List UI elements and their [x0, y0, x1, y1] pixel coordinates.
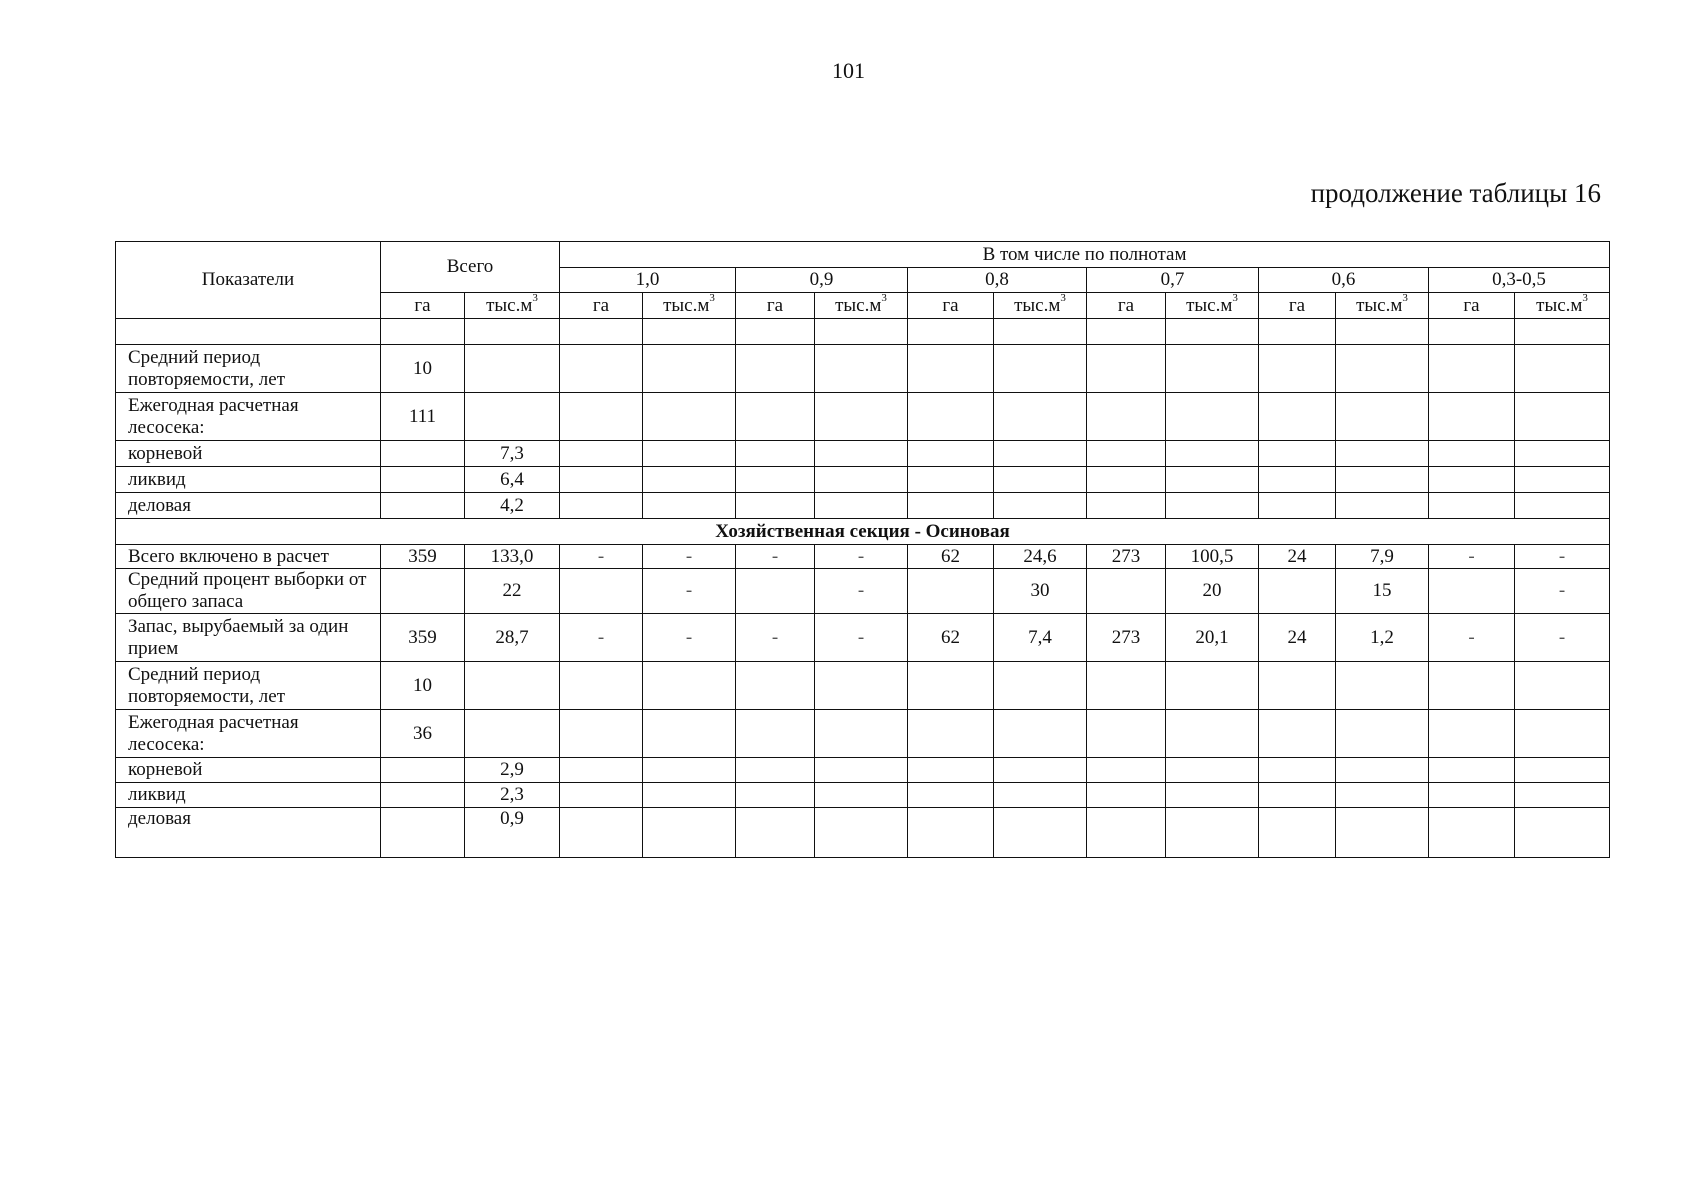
table-cell: [1259, 441, 1336, 467]
table-cell: [736, 758, 815, 783]
table-cell: [643, 441, 736, 467]
table-cell: [736, 467, 815, 493]
table-cell: [643, 662, 736, 710]
table-cell: [736, 569, 815, 614]
table-cell: [1515, 710, 1610, 758]
table-cell: [1515, 393, 1610, 441]
row-label: Ежегодная расчетная лесосека:: [116, 393, 381, 441]
page-number: 101: [832, 58, 865, 83]
unit-ha: га: [560, 293, 643, 319]
table-cell: [1515, 662, 1610, 710]
table-cell: [1087, 493, 1166, 519]
table-cell: [560, 493, 643, 519]
table-cell: 20: [1166, 569, 1259, 614]
unit-volume-base: тыс.м: [1536, 294, 1583, 316]
unit-volume-exponent: 3: [1582, 292, 1588, 305]
table-cell: [736, 319, 815, 345]
table-cell: [560, 345, 643, 393]
table-cell: [1166, 710, 1259, 758]
table-cell: 273: [1087, 614, 1166, 662]
table-cell: 1,2: [1336, 614, 1429, 662]
row-label: Запас, вырубаемый за один прием: [116, 614, 381, 662]
table-cell: 62: [908, 614, 994, 662]
table-cell: -: [1515, 545, 1610, 569]
table-cell: [381, 493, 465, 519]
table-cell: [736, 662, 815, 710]
unit-volume: [465, 293, 560, 319]
table-cell: 36: [381, 710, 465, 758]
table-cell: 100,5: [1166, 545, 1259, 569]
header-group: 0,3-0,5: [1429, 268, 1610, 293]
row-label: деловая: [116, 808, 381, 858]
table-cell: [908, 569, 994, 614]
table-cell: 24: [1259, 545, 1336, 569]
table-cell: [1259, 345, 1336, 393]
table-cell: [560, 758, 643, 783]
table-cell: 6,4: [465, 467, 560, 493]
table-cell: -: [643, 614, 736, 662]
table-cell: [1515, 345, 1610, 393]
header-total: Всего: [381, 242, 560, 293]
table-cell: 133,0: [465, 545, 560, 569]
table-cell: [994, 393, 1087, 441]
table-cell: [908, 393, 994, 441]
unit-volume: [1336, 293, 1429, 319]
header-including: В том числе по полнотам: [560, 242, 1610, 268]
table-cell: -: [1515, 614, 1610, 662]
unit-volume-base: тыс.м: [835, 294, 882, 316]
table-cell: [736, 345, 815, 393]
table-row: [116, 758, 1610, 783]
row-label: деловая: [116, 493, 381, 519]
table-cell: [736, 710, 815, 758]
table-cell: [643, 493, 736, 519]
table-row: [116, 319, 1610, 345]
table-cell: [465, 662, 560, 710]
header-group: 0,6: [1259, 268, 1429, 293]
table-cell: [1166, 493, 1259, 519]
table-cell: [815, 710, 908, 758]
table-cell: [1429, 493, 1515, 519]
table-cell: -: [560, 614, 643, 662]
table-cell: [736, 393, 815, 441]
table-cell: [643, 345, 736, 393]
table-row: [116, 710, 1610, 758]
table-cell: [1336, 758, 1429, 783]
table-cell: [1259, 493, 1336, 519]
row-label: корневой: [116, 441, 381, 467]
table-cell: -: [736, 545, 815, 569]
unit-volume-base: тыс.м: [663, 294, 710, 316]
table-cell: [908, 493, 994, 519]
unit-ha: га: [1259, 293, 1336, 319]
table-cell: [560, 808, 643, 858]
row-label: Средний период повторяемости, лет: [116, 345, 381, 393]
unit-volume-exponent: 3: [1060, 292, 1066, 305]
table-cell: 7,4: [994, 614, 1087, 662]
table-cell: [815, 467, 908, 493]
table-cell: [815, 319, 908, 345]
unit-ha: га: [1087, 293, 1166, 319]
table-cell: [994, 441, 1087, 467]
table-body: [116, 242, 1610, 858]
table-cell: [1429, 319, 1515, 345]
table-cell: [1166, 441, 1259, 467]
table-cell: [908, 467, 994, 493]
unit-volume: [1166, 293, 1259, 319]
table-cell: [1515, 808, 1610, 858]
header-row-1: [116, 242, 1610, 268]
header-group: 0,8: [908, 268, 1087, 293]
table-cell: [560, 662, 643, 710]
table-cell: [1087, 758, 1166, 783]
table-cell: [560, 710, 643, 758]
table-cell: [815, 758, 908, 783]
section-row: [116, 519, 1610, 545]
table-cell: -: [1515, 569, 1610, 614]
table-cell: [1429, 710, 1515, 758]
table-cell: [1166, 467, 1259, 493]
table-cell: [381, 758, 465, 783]
unit-volume-base: тыс.м: [486, 294, 533, 316]
table-cell: [381, 569, 465, 614]
table-cell: [1515, 441, 1610, 467]
table-cell: 7,9: [1336, 545, 1429, 569]
table-cell: [1087, 710, 1166, 758]
table-cell: 10: [381, 345, 465, 393]
table-cell: [381, 467, 465, 493]
table-cell: [1166, 393, 1259, 441]
table-cell: [381, 319, 465, 345]
table-row: [116, 614, 1610, 662]
table-continuation-title: продолжение таблицы 16: [1310, 178, 1601, 208]
table-cell: [1429, 758, 1515, 783]
table-cell: [643, 393, 736, 441]
unit-volume-base: тыс.м: [1186, 294, 1233, 316]
table-cell: [381, 808, 465, 858]
table-cell: 359: [381, 545, 465, 569]
table-cell: [1429, 783, 1515, 808]
unit-volume-exponent: 3: [709, 292, 715, 305]
table-cell: [560, 319, 643, 345]
table-cell: [1087, 783, 1166, 808]
table-cell: [560, 467, 643, 493]
table-cell: [736, 493, 815, 519]
unit-volume: [815, 293, 908, 319]
table-cell: 10: [381, 662, 465, 710]
table-cell: [560, 393, 643, 441]
table-cell: 24: [1259, 614, 1336, 662]
table-cell: [643, 467, 736, 493]
table-cell: 2,3: [465, 783, 560, 808]
table-cell: [643, 758, 736, 783]
row-label: ликвид: [116, 467, 381, 493]
table-cell: [560, 569, 643, 614]
table-cell: [1166, 808, 1259, 858]
unit-ha: га: [736, 293, 815, 319]
table-row: [116, 441, 1610, 467]
table-cell: [1259, 808, 1336, 858]
unit-volume: [643, 293, 736, 319]
table-cell: -: [815, 614, 908, 662]
table-cell: 28,7: [465, 614, 560, 662]
table-cell: 359: [381, 614, 465, 662]
table-cell: 62: [908, 545, 994, 569]
table-cell: [465, 345, 560, 393]
row-label: Ежегодная расчетная лесосека:: [116, 710, 381, 758]
table-cell: [994, 319, 1087, 345]
table-cell: 20,1: [1166, 614, 1259, 662]
table-cell: [1087, 393, 1166, 441]
table-cell: [1429, 662, 1515, 710]
table-cell: [1429, 467, 1515, 493]
table-cell: [643, 783, 736, 808]
table-cell: [736, 441, 815, 467]
table-cell: [560, 783, 643, 808]
table-row: [116, 662, 1610, 710]
table-cell: 15: [1336, 569, 1429, 614]
unit-volume-exponent: 3: [881, 292, 887, 305]
table-cell: [1259, 393, 1336, 441]
table-cell: [1166, 758, 1259, 783]
unit-volume-exponent: 3: [532, 292, 538, 305]
table-cell: 7,3: [465, 441, 560, 467]
harvest-table: [115, 241, 1610, 858]
table-cell: [1336, 710, 1429, 758]
table-cell: [1259, 319, 1336, 345]
table-cell: [1166, 662, 1259, 710]
table-cell: [1259, 783, 1336, 808]
table-cell: [465, 710, 560, 758]
row-label: Средний период повторяемости, лет: [116, 662, 381, 710]
table-cell: [1087, 569, 1166, 614]
table-cell: [1515, 467, 1610, 493]
table-row: [116, 493, 1610, 519]
header-group: 0,9: [736, 268, 908, 293]
unit-volume-base: тыс.м: [1014, 294, 1061, 316]
table-cell: [815, 783, 908, 808]
table-cell: [1087, 467, 1166, 493]
table-cell: [1259, 467, 1336, 493]
table-cell: [1259, 569, 1336, 614]
table-cell: [1429, 569, 1515, 614]
unit-volume: [994, 293, 1087, 319]
table-cell: -: [643, 569, 736, 614]
table-cell: [1259, 758, 1336, 783]
table-cell: 273: [1087, 545, 1166, 569]
table-cell: [1429, 345, 1515, 393]
table-cell: [1087, 808, 1166, 858]
table-cell: [1087, 662, 1166, 710]
table-cell: -: [736, 614, 815, 662]
table-cell: [908, 710, 994, 758]
table-cell: [908, 319, 994, 345]
table-cell: [815, 662, 908, 710]
table-cell: [1336, 345, 1429, 393]
table-cell: [1087, 441, 1166, 467]
table-cell: [381, 441, 465, 467]
table-cell: [1336, 662, 1429, 710]
table-cell: [1515, 319, 1610, 345]
table-cell: [994, 808, 1087, 858]
section-title: Хозяйственная секция - Осиновая: [116, 519, 1610, 545]
table-cell: [1336, 493, 1429, 519]
table-cell: -: [560, 545, 643, 569]
table-cell: [643, 710, 736, 758]
table-cell: [1166, 319, 1259, 345]
table-cell: [815, 493, 908, 519]
table-cell: [381, 783, 465, 808]
table-cell: 30: [994, 569, 1087, 614]
table-cell: [1336, 783, 1429, 808]
unit-ha: га: [1429, 293, 1515, 319]
row-label: ликвид: [116, 783, 381, 808]
table-row: [116, 808, 1610, 858]
table-cell: -: [643, 545, 736, 569]
table-cell: [1259, 662, 1336, 710]
table-cell: [908, 783, 994, 808]
table-cell: [643, 319, 736, 345]
unit-volume-exponent: 3: [1402, 292, 1408, 305]
table-row: [116, 345, 1610, 393]
unit-ha: га: [381, 293, 465, 319]
row-label: Средний процент выборки от общего запаса: [116, 569, 381, 614]
table-row: [116, 783, 1610, 808]
table-cell: [1336, 319, 1429, 345]
table-row: [116, 393, 1610, 441]
table-cell: [1515, 783, 1610, 808]
table-row: [116, 545, 1610, 569]
table-cell: [994, 710, 1087, 758]
header-indicators: Показатели: [116, 242, 381, 319]
row-label: Всего включено в расчет: [116, 545, 381, 569]
unit-volume-base: тыс.м: [1356, 294, 1403, 316]
table-cell: [1087, 345, 1166, 393]
table-cell: [908, 441, 994, 467]
unit-volume: [1515, 293, 1610, 319]
table-cell: [815, 393, 908, 441]
table-cell: [1429, 441, 1515, 467]
table-cell: [465, 393, 560, 441]
table-cell: [1515, 758, 1610, 783]
table-cell: 2,9: [465, 758, 560, 783]
table-cell: [908, 758, 994, 783]
row-label: [116, 319, 381, 345]
table-cell: [736, 783, 815, 808]
table-row: [116, 569, 1610, 614]
table-cell: 22: [465, 569, 560, 614]
table-cell: [994, 758, 1087, 783]
table-cell: -: [815, 569, 908, 614]
table-cell: [1087, 319, 1166, 345]
table-cell: [1166, 345, 1259, 393]
table-cell: [908, 345, 994, 393]
table-cell: [994, 345, 1087, 393]
header-group: 0,7: [1087, 268, 1259, 293]
table-cell: [1259, 710, 1336, 758]
unit-ha: га: [908, 293, 994, 319]
table-cell: 4,2: [465, 493, 560, 519]
table-cell: -: [815, 545, 908, 569]
table-cell: [815, 345, 908, 393]
table-cell: [1429, 393, 1515, 441]
table-cell: [465, 319, 560, 345]
table-row: [116, 467, 1610, 493]
table-cell: [994, 783, 1087, 808]
table-cell: [908, 808, 994, 858]
table-cell: [1166, 783, 1259, 808]
table-cell: [560, 441, 643, 467]
table-cell: [1515, 493, 1610, 519]
table-cell: 111: [381, 393, 465, 441]
row-label: корневой: [116, 758, 381, 783]
table-cell: [815, 808, 908, 858]
table-cell: [908, 662, 994, 710]
table-cell: [1336, 441, 1429, 467]
table-cell: -: [1429, 545, 1515, 569]
table-cell: [736, 808, 815, 858]
table-cell: [1336, 393, 1429, 441]
table-cell: 0,9: [465, 808, 560, 858]
table-cell: [643, 808, 736, 858]
table-cell: [1429, 808, 1515, 858]
unit-volume-exponent: 3: [1232, 292, 1238, 305]
table-cell: [994, 467, 1087, 493]
table-cell: [1336, 467, 1429, 493]
table-cell: [994, 662, 1087, 710]
table-cell: [1336, 808, 1429, 858]
header-group: 1,0: [560, 268, 736, 293]
table-cell: [815, 441, 908, 467]
table-cell: [994, 493, 1087, 519]
table-cell: -: [1429, 614, 1515, 662]
table-cell: 24,6: [994, 545, 1087, 569]
